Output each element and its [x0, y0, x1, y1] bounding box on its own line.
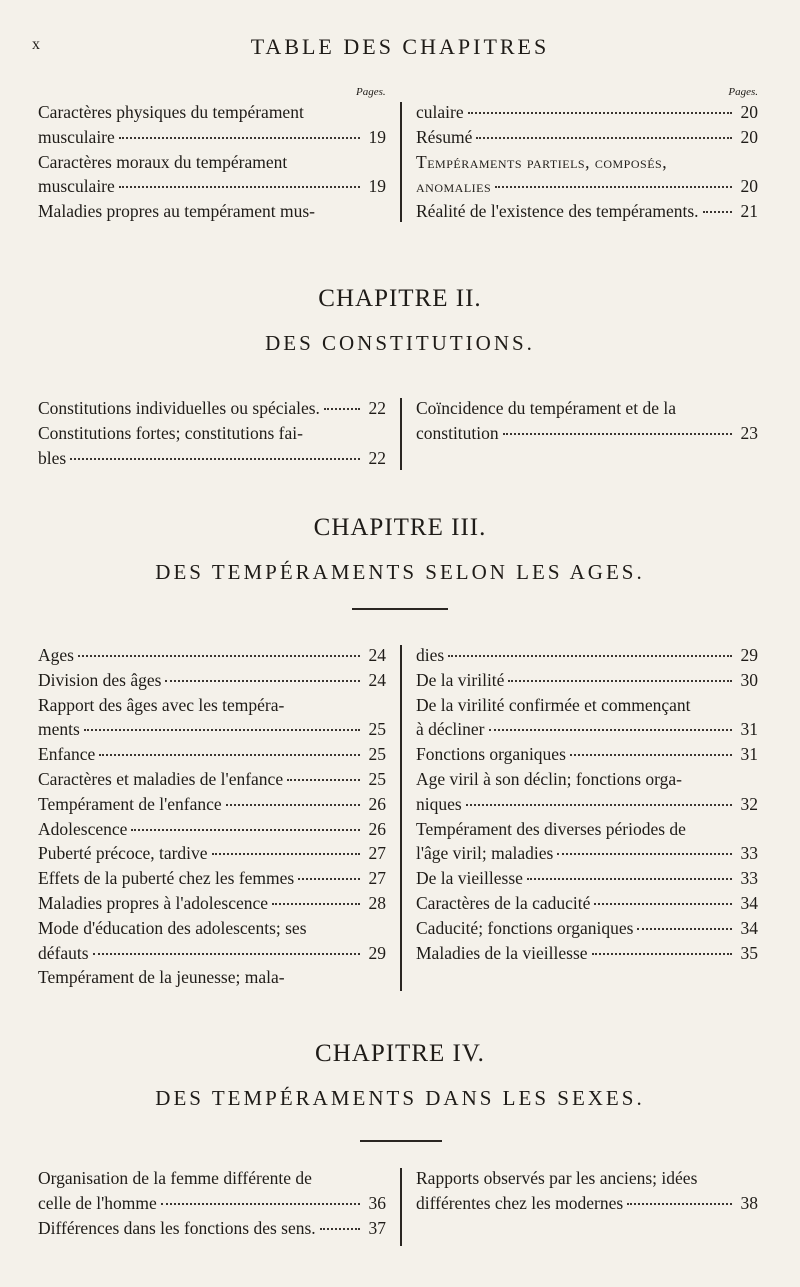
toc-page-number: 22	[368, 398, 386, 418]
toc-page-number: 19	[368, 126, 386, 147]
toc-entry-text: Ages	[38, 645, 74, 665]
toc-entry-text: De la virilité confirmée et commençant	[416, 694, 691, 715]
toc-page-number: 33	[740, 843, 758, 864]
dot-leader	[476, 137, 732, 139]
toc-column-left	[38, 643, 386, 990]
dot-leader	[503, 433, 732, 435]
toc-entry	[38, 668, 386, 693]
page-header	[0, 36, 800, 66]
page-number: x	[32, 36, 40, 53]
toc-entry	[38, 396, 386, 421]
toc-entry	[38, 174, 386, 199]
dot-leader	[594, 903, 732, 905]
toc-page-number: 25	[368, 744, 386, 765]
toc-entry-text: Maladies propres à l'adolescence	[38, 892, 269, 913]
toc-page-number: 21	[740, 201, 758, 222]
toc-entry	[416, 1191, 758, 1216]
toc-entry	[38, 717, 386, 742]
toc-entry	[416, 643, 758, 668]
toc-page-number: 26	[368, 818, 386, 839]
dot-leader	[298, 878, 360, 880]
dot-leader	[703, 211, 732, 213]
dot-leader	[93, 953, 360, 955]
toc-entry	[416, 941, 758, 966]
toc-page-number: 19	[368, 176, 386, 197]
dot-leader	[466, 804, 732, 806]
toc-entry	[416, 100, 758, 125]
toc-entry	[416, 174, 758, 199]
dot-leader	[557, 853, 732, 855]
toc-entry-text: Résumé	[416, 126, 473, 147]
toc-entry-text: Maladies propres au tempérament mus-	[38, 201, 315, 222]
dot-leader	[324, 408, 360, 410]
dot-leader	[489, 729, 733, 731]
toc-entry-text: différentes chez les modernes	[416, 1192, 624, 1213]
dot-leader	[592, 953, 732, 955]
dot-leader	[78, 655, 360, 657]
toc-entry	[416, 817, 758, 842]
toc-page-number: 29	[740, 645, 758, 665]
toc-entry	[416, 866, 758, 891]
toc-entry-text: Différences dans les fonctions des sens.	[38, 1217, 316, 1238]
chapter-title: CHAPITRE III.	[313, 514, 487, 541]
toc-page-number: 37	[368, 1217, 386, 1238]
toc-entry-text: Coïncidence du tempérament et de la	[416, 398, 676, 418]
toc-entry-text: Caractères et maladies de l'enfance	[38, 768, 284, 789]
dot-leader	[165, 680, 360, 682]
toc-entry	[38, 100, 386, 125]
toc-page-number: 33	[740, 868, 758, 889]
toc-entry	[416, 841, 758, 866]
dot-leader	[570, 754, 732, 756]
column-divider	[400, 102, 402, 222]
dot-leader	[637, 928, 732, 930]
dot-leader	[119, 137, 360, 139]
dot-leader	[468, 112, 732, 114]
chapter-subtitle: DES CONSTITUTIONS.	[265, 331, 535, 355]
toc-entry-text: Réalité de l'existence des tempéraments.	[416, 201, 699, 222]
toc-section-top	[38, 86, 758, 230]
dot-leader	[508, 680, 732, 682]
toc-entry-text: Fonctions organiques	[416, 744, 566, 765]
toc-entry-text: ments	[38, 719, 80, 740]
toc-entry	[38, 446, 386, 471]
toc-entry-text: Tempéraments partiels, composés,	[416, 151, 668, 172]
toc-entry	[38, 643, 386, 668]
toc-entry	[38, 1216, 386, 1241]
toc-entry	[38, 817, 386, 842]
toc-page-number: 20	[740, 102, 758, 122]
toc-page-number: 23	[740, 422, 758, 443]
chapter-heading	[0, 1040, 800, 1111]
toc-section-chapter-4	[38, 1166, 758, 1246]
toc-entry-text: Age viril à son déclin; fonctions orga-	[416, 768, 683, 789]
toc-page-number: 36	[368, 1192, 386, 1213]
dot-leader	[99, 754, 360, 756]
toc-entry	[38, 916, 386, 941]
toc-entry-text: De la virilité	[416, 669, 505, 690]
toc-entry-text: musculaire	[38, 176, 115, 197]
toc-entry	[38, 421, 386, 446]
toc-entry	[38, 841, 386, 866]
chapter-title: CHAPITRE II.	[318, 285, 482, 312]
toc-section-chapter-3	[38, 643, 758, 993]
column-divider	[400, 398, 402, 470]
dot-leader	[119, 186, 360, 188]
toc-entry-text: défauts	[38, 942, 89, 963]
toc-page-number: 30	[740, 669, 758, 690]
toc-entry-text: Caractères de la caducité	[416, 892, 591, 913]
toc-entry-text: Enfance	[38, 744, 96, 765]
toc-entry	[38, 965, 386, 990]
toc-entry	[416, 742, 758, 767]
chapter-title: CHAPITRE IV.	[315, 1040, 485, 1067]
toc-entry	[416, 717, 758, 742]
toc-entry	[416, 916, 758, 941]
toc-entry-text: Adolescence	[38, 818, 128, 839]
dot-leader	[527, 878, 732, 880]
toc-entry	[38, 866, 386, 891]
toc-entry	[416, 693, 758, 718]
toc-entry-text: Constitutions fortes; constitutions fai-	[38, 422, 303, 443]
toc-page-number: 26	[368, 793, 386, 814]
toc-entry-text: De la vieillesse	[416, 868, 523, 889]
toc-entry-text: l'âge viril; maladies	[416, 843, 554, 864]
toc-page-number: 24	[368, 645, 386, 665]
toc-entry	[38, 891, 386, 916]
toc-entry	[38, 150, 386, 175]
dot-leader	[287, 779, 360, 781]
toc-column-right	[416, 100, 758, 224]
dot-leader	[226, 804, 360, 806]
section-rule	[352, 608, 448, 610]
toc-page-number: 27	[368, 868, 386, 889]
toc-entry	[38, 199, 386, 224]
toc-entry	[416, 125, 758, 150]
toc-page-number: 25	[368, 719, 386, 740]
running-title: TABLE DES CHAPITRES	[250, 34, 550, 59]
toc-page-number: 24	[368, 669, 386, 690]
toc-entry-text: Tempérament des diverses périodes de	[416, 818, 686, 839]
toc-entry-text: Puberté précoce, tardive	[38, 843, 208, 864]
toc-entry	[416, 150, 758, 175]
dot-leader	[161, 1203, 360, 1205]
toc-page-number: 20	[740, 176, 758, 197]
toc-column-right	[416, 643, 758, 965]
chapter-subtitle: DES TEMPÉRAMENTS SELON LES AGES.	[155, 560, 645, 584]
toc-entry-text: Constitutions individuelles ou spéciales.	[38, 398, 320, 418]
chapter-subtitle: DES TEMPÉRAMENTS DANS LES SEXES.	[155, 1086, 645, 1110]
toc-entry-text: Organisation de la femme différente de	[38, 1168, 312, 1188]
toc-page-number: 31	[740, 744, 758, 765]
toc-page-number: 27	[368, 843, 386, 864]
toc-page-number: 35	[740, 942, 758, 963]
toc-entry	[38, 693, 386, 718]
dot-leader	[272, 903, 360, 905]
toc-page-number: 34	[740, 917, 758, 938]
toc-entry	[416, 668, 758, 693]
toc-page-number: 22	[368, 447, 386, 468]
toc-column-left	[38, 1166, 386, 1240]
toc-entry-text: Caractères physiques du tempérament	[38, 102, 304, 122]
toc-page-number: 28	[368, 892, 386, 913]
toc-entry	[38, 792, 386, 817]
toc-entry-text: Caractères moraux du tempérament	[38, 151, 288, 172]
toc-entry-text: culaire	[416, 102, 464, 122]
toc-entry-text: musculaire	[38, 126, 115, 147]
toc-entry-text: constitution	[416, 422, 499, 443]
column-divider	[400, 645, 402, 991]
toc-entry-text: Rapport des âges avec les tempéra-	[38, 694, 285, 715]
toc-entry	[416, 396, 758, 421]
dot-leader	[212, 853, 360, 855]
toc-entry-text: Caducité; fonctions organiques	[416, 917, 634, 938]
toc-entry	[38, 742, 386, 767]
toc-page-number: 25	[368, 768, 386, 789]
toc-entry-text: niques	[416, 793, 462, 814]
toc-entry	[38, 1191, 386, 1216]
toc-entry-text: dies	[416, 645, 445, 665]
toc-column-left	[38, 100, 386, 224]
toc-page-number: 29	[368, 942, 386, 963]
toc-entry-text: anomalies	[416, 176, 492, 197]
toc-entry-text: à décliner	[416, 719, 485, 740]
toc-entry	[38, 767, 386, 792]
dot-leader	[495, 186, 732, 188]
pages-label: Pages.	[356, 86, 386, 98]
toc-section-chapter-2	[38, 396, 758, 476]
toc-entry-text: Mode d'éducation des adolescents; ses	[38, 917, 307, 938]
toc-entry	[38, 941, 386, 966]
dot-leader	[320, 1228, 360, 1230]
toc-entry-text: Tempérament de l'enfance	[38, 793, 222, 814]
dot-leader	[131, 829, 360, 831]
toc-entry-text: Effets de la puberté chez les femmes	[38, 868, 295, 889]
dot-leader	[84, 729, 360, 731]
toc-entry	[416, 199, 758, 224]
toc-column-left	[38, 396, 386, 470]
toc-page-number: 34	[740, 892, 758, 913]
pages-label: Pages.	[728, 86, 758, 98]
toc-entry-text: Division des âges	[38, 669, 162, 690]
toc-entry-text: bles	[38, 447, 67, 468]
section-rule	[360, 1140, 442, 1142]
toc-entry-text: Rapports observés par les anciens; idées	[416, 1168, 698, 1188]
column-divider	[400, 1168, 402, 1246]
toc-page-number: 38	[740, 1192, 758, 1213]
toc-page-number: 20	[740, 126, 758, 147]
toc-entry	[416, 767, 758, 792]
toc-entry	[416, 792, 758, 817]
toc-entry	[416, 421, 758, 446]
toc-column-right	[416, 396, 758, 446]
toc-entry	[416, 1166, 758, 1191]
toc-entry	[38, 1166, 386, 1191]
toc-column-right	[416, 1166, 758, 1216]
toc-page-number: 32	[740, 793, 758, 814]
chapter-heading	[0, 514, 800, 585]
toc-entry	[38, 125, 386, 150]
dot-leader	[627, 1203, 732, 1205]
chapter-heading	[0, 285, 800, 356]
dot-leader	[70, 458, 360, 460]
dot-leader	[448, 655, 732, 657]
toc-entry-text: Maladies de la vieillesse	[416, 942, 588, 963]
toc-page-number: 31	[740, 719, 758, 740]
toc-entry-text: celle de l'homme	[38, 1192, 157, 1213]
toc-entry	[416, 891, 758, 916]
toc-entry-text: Tempérament de la jeunesse; mala-	[38, 967, 285, 988]
